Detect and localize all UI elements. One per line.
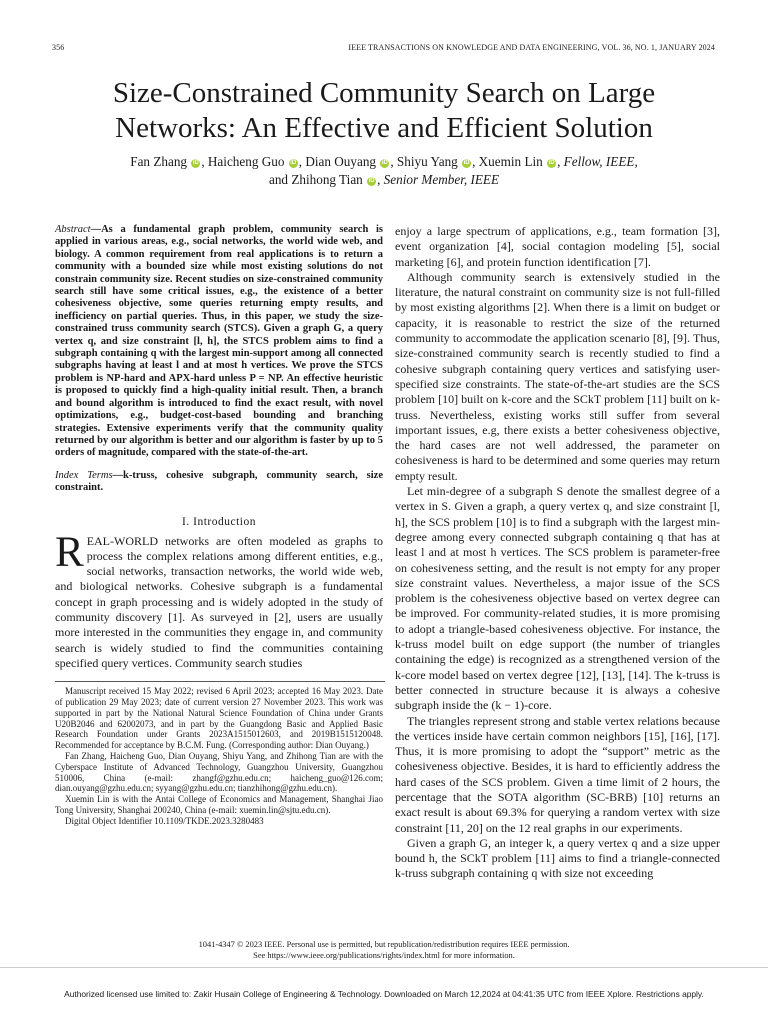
page-number: 356: [52, 43, 65, 52]
left-column: [55, 224, 383, 827]
journal-header: IEEE TRANSACTIONS ON KNOWLEDGE AND DATA ENGINEERING, VOL. 36, NO. 1, JANUARY 2024: [348, 43, 715, 52]
intro-text: EAL-WORLD networks are often modeled as graphs to process the complex relations among different entities, e.g., social networks, transaction networks, the world wide web, and biological networks. Cohesive subgraph is a fundamental concept in graph processing and is widely adopted in the study of community discovery [1]. As surveyed in [2], users are usually more interested in the communities they engage in, and community search is widely studied to find the communities containing specified query vertices. Community search studies: [55, 533, 383, 670]
footnote-doi: Digital Object Identifier 10.1109/TKDE.2023.3280483: [65, 815, 264, 826]
author-line-1: Fan Zhang iD , Haicheng Guo iD , Dian Ouyang iD , Shiyu Yang iD , Xuemin Lin iD , Fellow, IEEE,: [130, 154, 638, 169]
author-name: Dian Ouyang: [305, 154, 377, 169]
intro-paragraph: [55, 528, 383, 672]
author-name: Shiyu Yang: [396, 154, 458, 169]
footnote-manuscript: Manuscript received 15 May 2022; revised 6 April 2023; accepted 16 May 2023. Date of publication 29 May 2023; date of current version 27 November 2023. This work was supported in part by the National Natural Science Foundation of China under Grants U20B2046 and 62002073, and in part by the Guangdong Basic and Applied Basic Research Foundation under Grants 2023A1515012603, and 2019B1515120048. Recommended for acceptance by B.C.M. Fung. (Corresponding author: Dian Ouyang.): [55, 686, 383, 751]
orcid-icon[interactable]: iD: [368, 178, 375, 184]
body-paragraph: enjoy a large spectrum of applications, e.g., team formation [3], event organization [4], social contagion modeling [5], social marketing [6], and protein function identification [7].: [395, 224, 720, 269]
footer-divider: [0, 967, 768, 968]
orcid-icon[interactable]: iD: [290, 160, 297, 166]
abstract-label: Abstract: [55, 224, 91, 235]
index-terms: [55, 470, 383, 495]
author-line-2: and Zhihong Tian iD , Senior Member, IEEE: [268, 172, 500, 187]
copyright-notice: [0, 940, 768, 961]
abstract-text: —As a fundamental graph problem, community search is applied in various areas, e.g., social networks, the world wide web, and biology. A common requirement from real applications is to return a community with a bounded size while most existing solutions do not constrain community size. Recent studies on size-constrained community search still have some critical issues, e.g., the existence of a better cohesiveness objective, some queries returning empty results, and inefficiency on partial queries. Thus, in this paper, we study the size-constrained truss community search (STCS). Given a graph G, a query vertex q, and size constraint [l, h], the STCS problem aims to find a subgraph containing q with the largest min-support among all connected subgraphs having at least l and at most h vertices. We prove the STCS problem is NP-hard and APX-hard unless P = NP. An effective heuristic is proposed to quickly find a high-quality initial result. Then, a branch and bound algorithm is introduced to find the exact result, with novel optimizations, e.g., budget-cost-based bounding and branching strategies. Extensive experiments verify that the community quality returned by our algorithm is better and our algorithm is faster by up to 5 orders of magnitude, compared with the state-of-the-art.: [55, 224, 383, 459]
title-line-1: Size-Constrained Community Search on Large: [112, 77, 656, 109]
abstract: [55, 224, 383, 460]
paper-title: [0, 76, 768, 146]
author-name: Xuemin Lin: [478, 154, 543, 169]
title-line-2: Networks: An Effective and Efficient Solution: [115, 112, 653, 144]
body-paragraph: Let min-degree of a subgraph S denote the smallest degree of a vertex in S. Given a graph, a query vertex q, and size constraint [l, h], the SCS problem [10] is to find a subgraph with the largest min-degree among every connected subgraph containing q that has at least l and at most h vertices. The SCS problem is parameter-free on cohesiveness setting, and the result is not empty for any proper size constraint values. Nevertheless, a major issue of the SCS problem is the cohesiveness objective based on vertex degree can be improved. For community-related studies, it is more promising to adopt a triangle-based cohesiveness objective. For instance, the k-truss model built on edge support (the number of triangles containing the edge) is recognized as a strengthened version of the k-core model based on vertex degree [12], [13], [14]. The k-truss is better connected in structure because it is always a cohesive subgraph inside the (k − 1)-core.: [395, 484, 720, 713]
section-heading: I. Introduction: [182, 515, 256, 528]
drop-cap: R: [55, 528, 84, 576]
author-name: Fan Zhang: [130, 154, 188, 169]
body-paragraph: The triangles represent strong and stable vertex relations because the vertices inside have certain common neighbors [15], [16], [17]. Thus, it is more promising to adopt the “support” metric as the cohesiveness objective. Besides, it is hard to efficiently address the hard cases of the SCS problem. Given a time limit of 2 hours, the percentage that the SOTA algorithm (SC-BRB) [10] returns an exact result is about 69.3% for querying a random vertex with size constraint [11, 20] on the 12 real graphs in our experiments.: [395, 713, 720, 835]
author-name: Haicheng Guo: [207, 154, 285, 169]
download-notice: Authorized licensed use limited to: Zakir Husain College of Engineering & Technology. Downloaded on March 12,2024 at 04:41:35 UTC from IEEE Xplore. Restrictions apply.: [64, 989, 704, 999]
body-paragraph: Given a graph G, an integer k, a query vertex q and a size upper bound h, the SCkT problem [11] aims to find a triangle-connected k-truss subgraph containing q with size not exceeding: [395, 835, 720, 881]
body-paragraph: Although community search is extensively studied in the literature, the natural constraint on community size is not full-filled by most existing algorithms [2]. When there is a limit on budget or capacity, it is reasonable to restrict the size of the returned community to accommodate the application scenario [8], [9]. Thus, size-constrained community search is recently studied to find a cohesive subgraph containing query vertices and satisfying user-specified size constraints. The state-of-the-art studies are the SCS problem [10] built on k-core and the SCkT problem [11] built on k-truss. Nevertheless, existing works still suffer from several important issues, e.g, there exists a better cohesiveness objective, the hard cases are not well addressed, the parameter on cohesiveness is hard to be determined and some queries may return empty result.: [395, 269, 720, 483]
footnote-affiliation: Fan Zhang, Haicheng Guo, Dian Ouyang, Shiyu Yang, and Zhihong Tian are with the Cyberspace Institute of Advanced Technology, Guangzhou University, Guangzhou 510006, China (e-mail: zhangf@gzhu.edu.cn; haicheng_guo@126.com; dian.ouyang@gzhu.edu.cn; syyang@gzhu.edu.cn; tianzhihong@gzhu.edu.cn).: [55, 750, 383, 794]
index-terms-label: Index Terms: [55, 469, 113, 481]
rights-link-line[interactable]: See https://www.ieee.org/publications/rights/index.html for more information.: [253, 950, 515, 960]
conjunction: and: [268, 172, 289, 187]
footnote-divider: [55, 681, 385, 682]
orcid-icon[interactable]: iD: [463, 160, 470, 166]
index-terms-text: —k-truss, cohesive subgraph, community search, size constraint.: [55, 469, 383, 494]
orcid-icon[interactable]: iD: [192, 160, 199, 166]
copyright-line: 1041-4347 © 2023 IEEE. Personal use is permitted, but republication/redistribution requires IEEE permission.: [198, 940, 570, 949]
orcid-icon[interactable]: iD: [381, 160, 388, 166]
right-column: [395, 224, 720, 882]
footnote-affiliation: Xuemin Lin is with the Antai College of Economics and Management, Shanghai Jiao Tong University, Shanghai 200240, China (e-mail: xuemin.lin@sjtu.edu.cn).: [55, 794, 383, 815]
author-membership: Fellow, IEEE,: [563, 154, 638, 169]
author-membership: Senior Member, IEEE: [383, 172, 500, 187]
orcid-icon[interactable]: iD: [548, 160, 555, 166]
author-name: Zhihong Tian: [291, 172, 363, 187]
